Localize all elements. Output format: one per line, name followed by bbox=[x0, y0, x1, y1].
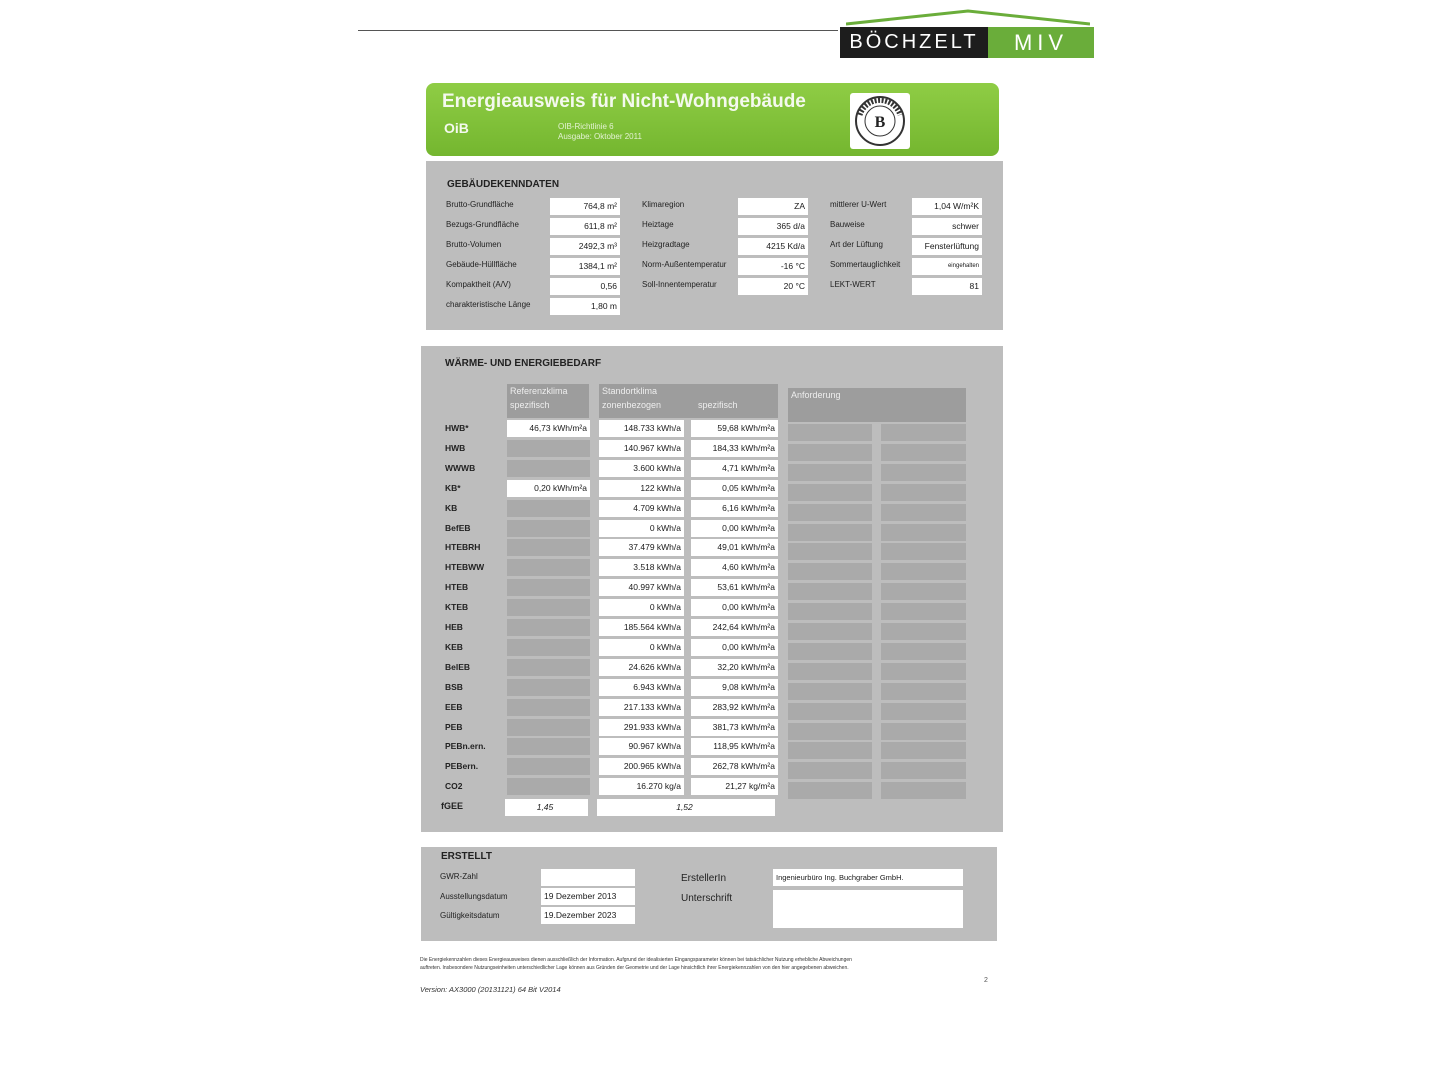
kenndaten-col1-value: 764,8 m² bbox=[550, 198, 620, 215]
signature-label: Unterschrift bbox=[681, 893, 733, 904]
requirement-cell bbox=[788, 444, 872, 461]
header-rule bbox=[358, 30, 838, 31]
kenndaten-col2-value: 365 d/a bbox=[738, 218, 808, 235]
requirement-cell bbox=[788, 782, 872, 799]
reference-empty-cell bbox=[507, 440, 590, 457]
requirement-cell bbox=[881, 603, 966, 620]
requirement-cell bbox=[881, 623, 966, 640]
column-header-reference bbox=[507, 384, 589, 418]
requirement-cell bbox=[881, 723, 966, 740]
requirement-cell bbox=[881, 583, 966, 600]
kenndaten-col2-label: Soll-Innentemperatur bbox=[642, 280, 717, 289]
zone-value: 122 kWh/a bbox=[599, 480, 684, 497]
kenndaten-col2-value: 4215 Kd/a bbox=[738, 238, 808, 255]
reference-empty-cell bbox=[507, 679, 590, 696]
specific-value: 9,08 kWh/m²a bbox=[691, 679, 778, 696]
fgee-reference-value: 1,45 bbox=[505, 799, 588, 816]
requirement-cell bbox=[881, 563, 966, 580]
row-label: BefEB bbox=[445, 522, 471, 533]
requirement-cell bbox=[881, 683, 966, 700]
std-header-line1: Standortklima bbox=[602, 386, 658, 396]
row-label: BSB bbox=[445, 681, 463, 692]
requirement-cell bbox=[788, 623, 872, 640]
requirement-cell bbox=[881, 762, 966, 779]
disclaimer-line1: Die Energiekennzahlen dieses Energieausweises dienen ausschließlich der Information. Aufgrund der idealisierten Eingangsparameter können bei tatsächlicher Nutzung erhebliche Abweichungen bbox=[420, 957, 852, 963]
kenndaten-col2-label: Heiztage bbox=[642, 220, 674, 229]
zone-value: 37.479 kWh/a bbox=[599, 539, 684, 556]
valid-date-value: 19.Dezember 2023 bbox=[541, 907, 635, 924]
specific-value: 262,78 kWh/m²a bbox=[691, 758, 778, 775]
zone-value: 90.967 kWh/a bbox=[599, 738, 684, 755]
kenndaten-col2-label: Norm-Außentemperatur bbox=[642, 260, 727, 269]
kenndaten-col3-label: mittlerer U-Wert bbox=[830, 200, 887, 209]
row-label: KB* bbox=[445, 482, 461, 493]
brand-logo bbox=[840, 27, 1094, 58]
erstellt-title: ERSTELLT bbox=[441, 851, 492, 862]
specific-value: 4,60 kWh/m²a bbox=[691, 559, 778, 576]
row-label: HTEBWW bbox=[445, 562, 485, 573]
specific-value: 59,68 kWh/m²a bbox=[691, 420, 778, 437]
specific-value: 184,33 kWh/m²a bbox=[691, 440, 778, 457]
requirement-cell bbox=[881, 643, 966, 660]
kenndaten-col3-value: eingehalten bbox=[912, 258, 982, 275]
zone-value: 140.967 kWh/a bbox=[599, 440, 684, 457]
requirement-cell bbox=[788, 583, 872, 600]
specific-value: 0,05 kWh/m²a bbox=[691, 480, 778, 497]
brand-right: MIV bbox=[988, 27, 1094, 58]
oib-logo: OiB bbox=[444, 120, 469, 136]
signature-field bbox=[773, 890, 963, 928]
company-seal-icon bbox=[850, 93, 910, 149]
zone-value: 4.709 kWh/a bbox=[599, 500, 684, 517]
ref-header-line2: spezifisch bbox=[510, 400, 550, 410]
zone-value: 0 kWh/a bbox=[599, 639, 684, 656]
requirement-cell bbox=[881, 504, 966, 521]
zone-value: 200.965 kWh/a bbox=[599, 758, 684, 775]
row-label: BelEB bbox=[445, 661, 471, 672]
oib-edition: Ausgabe: Oktober 2011 bbox=[558, 132, 642, 141]
zone-value: 40.997 kWh/a bbox=[599, 579, 684, 596]
requirement-cell bbox=[788, 683, 872, 700]
zone-value: 0 kWh/a bbox=[599, 520, 684, 537]
disclaimer bbox=[420, 956, 980, 972]
kenndaten-col1-value: 1,80 m bbox=[550, 298, 620, 315]
zone-value: 0 kWh/a bbox=[599, 599, 684, 616]
certificate-header bbox=[426, 83, 999, 156]
kenndaten-col1-label: Brutto-Volumen bbox=[446, 240, 502, 249]
creator-label: ErstellerIn bbox=[681, 873, 727, 884]
row-label: HTEB bbox=[445, 582, 469, 593]
row-label: PEBn.ern. bbox=[445, 741, 486, 752]
requirement-cell bbox=[881, 703, 966, 720]
specific-value: 118,95 kWh/m²a bbox=[691, 738, 778, 755]
certificate-title: Energieausweis für Nicht-Wohngebäude bbox=[442, 91, 806, 112]
zone-value: 148.733 kWh/a bbox=[599, 420, 684, 437]
gwr-label: GWR-Zahl bbox=[440, 872, 478, 881]
requirement-cell bbox=[788, 424, 872, 441]
brand-left: BÖCHZELT bbox=[840, 27, 988, 58]
fgee-label: fGEE bbox=[441, 801, 464, 811]
reference-empty-cell bbox=[507, 738, 590, 755]
requirement-cell bbox=[881, 524, 966, 541]
kenndaten-col1-label: Gebäude-Hüllfläche bbox=[446, 260, 517, 269]
requirement-cell bbox=[788, 643, 872, 660]
row-label: PEB bbox=[445, 721, 463, 732]
zone-value: 291.933 kWh/a bbox=[599, 719, 684, 736]
bedarf-title: WÄRME- UND ENERGIEBEDARF bbox=[445, 358, 602, 369]
disclaimer-line2: auftreten. Insbesondere Nutzungseinheiten unterschiedlicher Lage können aus Gründen der Geometrie und der Lage hinsichtlich ihrer Energiekennzahlen von den hier angegebenen abweichen. bbox=[420, 965, 849, 971]
requirement-cell bbox=[788, 484, 872, 501]
row-label: HEB bbox=[445, 622, 463, 632]
requirement-cell bbox=[788, 663, 872, 680]
requirement-cell bbox=[881, 742, 966, 759]
reference-empty-cell bbox=[507, 520, 590, 537]
issue-date-value: 19 Dezember 2013 bbox=[541, 888, 635, 905]
kenndaten-col2-value: 20 °C bbox=[738, 278, 808, 295]
zone-value: 3.600 kWh/a bbox=[599, 460, 684, 477]
reference-empty-cell bbox=[507, 699, 590, 716]
oib-subtitle bbox=[558, 122, 642, 142]
reference-empty-cell bbox=[507, 778, 590, 795]
requirement-cell bbox=[881, 444, 966, 461]
requirement-cell bbox=[788, 563, 872, 580]
column-header-location bbox=[599, 384, 778, 418]
requirement-cell bbox=[788, 723, 872, 740]
kenndaten-col1-label: Brutto-Grundfläche bbox=[446, 200, 514, 209]
kenndaten-col3-value: 81 bbox=[912, 278, 982, 295]
requirement-cell bbox=[788, 703, 872, 720]
reference-empty-cell bbox=[507, 500, 590, 517]
zone-value: 185.564 kWh/a bbox=[599, 619, 684, 636]
requirement-cell bbox=[881, 424, 966, 441]
row-label: KB bbox=[445, 502, 458, 513]
requirement-cell bbox=[881, 543, 966, 560]
kenndaten-col1-value: 2492,3 m³ bbox=[550, 238, 620, 255]
row-label: WWWB bbox=[445, 462, 476, 473]
reference-empty-cell bbox=[507, 579, 590, 596]
roof-icon bbox=[846, 8, 1090, 26]
reference-empty-cell bbox=[507, 619, 590, 636]
kenndaten-col2-value: ZA bbox=[738, 198, 808, 215]
specific-value: 49,01 kWh/m²a bbox=[691, 539, 778, 556]
kenndaten-col1-label: charakteristische Länge bbox=[446, 300, 531, 309]
valid-date-label: Gültigkeitsdatum bbox=[440, 911, 500, 920]
oib-guideline: OIB-Richtlinie 6 bbox=[558, 122, 614, 131]
specific-value: 53,61 kWh/m²a bbox=[691, 579, 778, 596]
kenndaten-col3-label: Art der Lüftung bbox=[830, 240, 883, 249]
issue-date-label: Ausstellungsdatum bbox=[440, 892, 508, 901]
kenndaten-col1-value: 1384,1 m² bbox=[550, 258, 620, 275]
row-label: EEB bbox=[445, 701, 463, 712]
reference-empty-cell bbox=[507, 460, 590, 477]
software-version: Version: AX3000 (20131121) 64 Bit V2014 bbox=[420, 985, 561, 994]
zone-value: 16.270 kg/a bbox=[599, 778, 684, 795]
page-number: 2 bbox=[984, 977, 988, 984]
kenndaten-col1-label: Bezugs-Grundfläche bbox=[446, 220, 519, 229]
requirement-cell bbox=[881, 782, 966, 799]
requirement-cell bbox=[788, 543, 872, 560]
specific-value: 21,27 kg/m²a bbox=[691, 778, 778, 795]
row-label: HTEBRH bbox=[445, 542, 481, 553]
ref-header-line1: Referenzklima bbox=[510, 386, 568, 396]
kenndaten-col3-value: schwer bbox=[912, 218, 982, 235]
kenndaten-col3-label: LEKT-WERT bbox=[830, 280, 876, 289]
requirement-cell bbox=[881, 484, 966, 501]
row-label: PEBern. bbox=[445, 761, 479, 772]
svg-text:B: B bbox=[874, 114, 886, 131]
zone-value: 24.626 kWh/a bbox=[599, 659, 684, 676]
requirement-cell bbox=[788, 742, 872, 759]
creator-value: Ingenieurbüro Ing. Buchgraber GmbH. bbox=[773, 869, 963, 886]
kenndaten-col2-label: Heizgradtage bbox=[642, 240, 690, 249]
bedarf-panel bbox=[421, 346, 1003, 832]
row-label: HWB bbox=[445, 442, 466, 453]
kenndaten-col1-label: Kompaktheit (A/V) bbox=[446, 280, 511, 289]
gwr-value bbox=[541, 869, 635, 886]
specific-value: 32,20 kWh/m²a bbox=[691, 659, 778, 676]
zone-value: 217.133 kWh/a bbox=[599, 699, 684, 716]
kenndaten-col3-label: Sommertauglichkeit bbox=[830, 260, 901, 269]
column-header-requirement bbox=[788, 388, 966, 422]
kenndaten-col3-value: 1,04 W/m²K bbox=[912, 198, 982, 215]
zone-value: 6.943 kWh/a bbox=[599, 679, 684, 696]
reference-value: 0,20 kWh/m²a bbox=[507, 480, 590, 497]
std-header-zone: zonenbezogen bbox=[602, 400, 662, 410]
requirement-cell bbox=[788, 603, 872, 620]
kenndaten-col1-value: 611,8 m² bbox=[550, 218, 620, 235]
kenndaten-panel bbox=[426, 161, 1003, 330]
std-header-spez: spezifisch bbox=[698, 400, 738, 410]
specific-value: 0,00 kWh/m²a bbox=[691, 599, 778, 616]
kenndaten-col2-value: -16 °C bbox=[738, 258, 808, 275]
erstellt-panel bbox=[421, 847, 997, 941]
fgee-location-value: 1,52 bbox=[597, 799, 775, 816]
kenndaten-col1-value: 0,56 bbox=[550, 278, 620, 295]
kenndaten-col3-label: Bauweise bbox=[830, 220, 865, 229]
specific-value: 242,64 kWh/m²a bbox=[691, 619, 778, 636]
specific-value: 0,00 kWh/m²a bbox=[691, 639, 778, 656]
zone-value: 3.518 kWh/a bbox=[599, 559, 684, 576]
reference-empty-cell bbox=[507, 599, 590, 616]
row-label: HWB* bbox=[445, 423, 469, 433]
requirement-cell bbox=[788, 504, 872, 521]
specific-value: 381,73 kWh/m²a bbox=[691, 719, 778, 736]
kenndaten-title: GEBÄUDEKENNDATEN bbox=[447, 179, 560, 190]
kenndaten-col3-value: Fensterlüftung bbox=[912, 238, 982, 255]
requirement-cell bbox=[881, 663, 966, 680]
anf-header: Anforderung bbox=[791, 390, 841, 400]
specific-value: 0,00 kWh/m²a bbox=[691, 520, 778, 537]
specific-value: 6,16 kWh/m²a bbox=[691, 500, 778, 517]
reference-empty-cell bbox=[507, 758, 590, 775]
reference-empty-cell bbox=[507, 639, 590, 656]
std-header-line2 bbox=[599, 396, 778, 410]
specific-value: 4,71 kWh/m²a bbox=[691, 460, 778, 477]
requirement-cell bbox=[788, 524, 872, 541]
requirement-cell bbox=[788, 464, 872, 481]
requirement-cell bbox=[788, 762, 872, 779]
requirement-cell bbox=[881, 464, 966, 481]
specific-value: 283,92 kWh/m²a bbox=[691, 699, 778, 716]
reference-empty-cell bbox=[507, 719, 590, 736]
reference-empty-cell bbox=[507, 659, 590, 676]
reference-value: 46,73 kWh/m²a bbox=[507, 420, 590, 437]
row-label: CO2 bbox=[445, 781, 463, 792]
kenndaten-col2-label: Klimaregion bbox=[642, 200, 685, 209]
reference-empty-cell bbox=[507, 539, 590, 556]
reference-empty-cell bbox=[507, 559, 590, 576]
row-label: KTEB bbox=[445, 602, 469, 613]
row-label: KEB bbox=[445, 641, 463, 652]
